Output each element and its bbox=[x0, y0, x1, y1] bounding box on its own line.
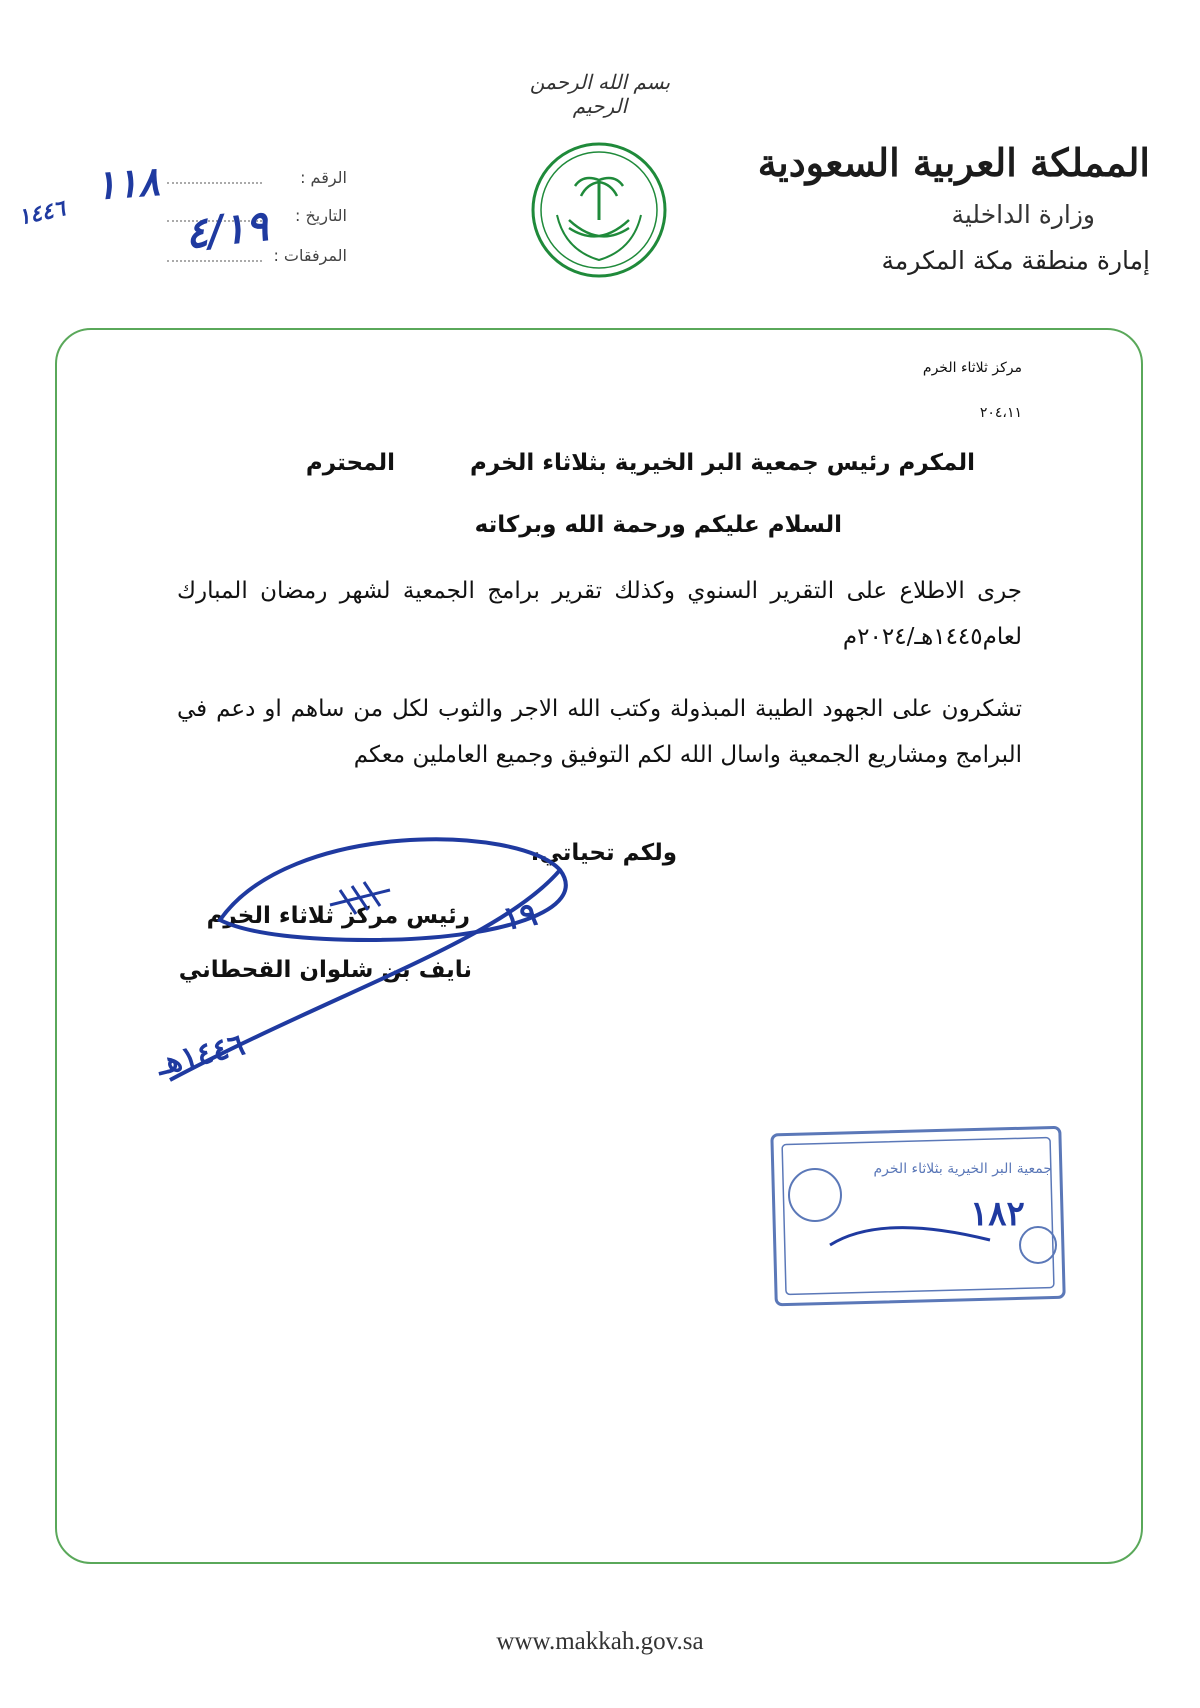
ref-number-row bbox=[0, 168, 347, 187]
ref-label: الرقم : bbox=[300, 168, 347, 187]
date-label: التاريخ : bbox=[294, 206, 347, 225]
signer-title: رئيس مركز ثلاثاء الخرم bbox=[206, 903, 470, 929]
ref-dotted-line bbox=[167, 182, 262, 184]
svg-text:١٤٤٦هـ: ١٤٤٦هـ bbox=[153, 1027, 249, 1083]
handwritten-ref-number: ١١٨ bbox=[93, 157, 162, 210]
letter-date: ٢٠٤،١١ bbox=[979, 405, 1022, 421]
stamp-org-name: جمعية البر الخيرية بثلاثاء الخرم bbox=[873, 1161, 1052, 1177]
footer-website: www.makkah.gov.sa bbox=[496, 1628, 704, 1655]
center-name: مركز ثلاثاء الخرم bbox=[922, 360, 1022, 376]
paragraph-thanks: تشكرون على الجهود الطيبة المبذولة وكتب الله الاجر والثوب لكل من ساهم او دعم في البرامج ومشاريع الجمعية واسال الله لكم التوفيق وجميع العاملين معكم bbox=[177, 696, 1022, 768]
stamp-handwritten-number: ١٨٢ bbox=[970, 1194, 1025, 1234]
signature-ink bbox=[140, 830, 580, 1100]
basmala: بسم الله الرحمن الرحيم bbox=[529, 70, 671, 118]
signer-name: نايف بن شلوان القحطاني bbox=[178, 957, 472, 983]
svg-text:١٩: ١٩ bbox=[499, 894, 541, 938]
closing: ولكم تحياتي، bbox=[530, 840, 677, 866]
association-stamp bbox=[770, 1125, 1070, 1310]
attachments-label: المرفقات : bbox=[273, 246, 347, 265]
attachments-row bbox=[0, 246, 347, 265]
addressee: المكرم رئيس جمعية البر الخيرية بثلاثاء الخرم bbox=[470, 450, 975, 476]
saudi-emblem-icon bbox=[529, 140, 669, 280]
respected-title: المحترم bbox=[305, 450, 395, 476]
paragraph-review: جرى الاطلاع على التقرير السنوي وكذلك تقرير برامج الجمعية لشهر رمضان المبارك لعام١٤٤٥هـ/٢٠٢٤م bbox=[177, 578, 1022, 650]
handwritten-date: ٤/١٩ bbox=[182, 200, 271, 259]
greeting: السلام عليكم ورحمة الله وبركاته bbox=[474, 512, 842, 538]
handwritten-year: ١٤٤٦ bbox=[15, 195, 68, 231]
kingdom-title: المملكة العربية السعودية bbox=[757, 140, 1150, 185]
emirate-title: إمارة منطقة مكة المكرمة bbox=[881, 246, 1150, 275]
ministry-title: وزارة الداخلية bbox=[951, 200, 1095, 229]
attachments-dotted-line bbox=[167, 260, 262, 262]
